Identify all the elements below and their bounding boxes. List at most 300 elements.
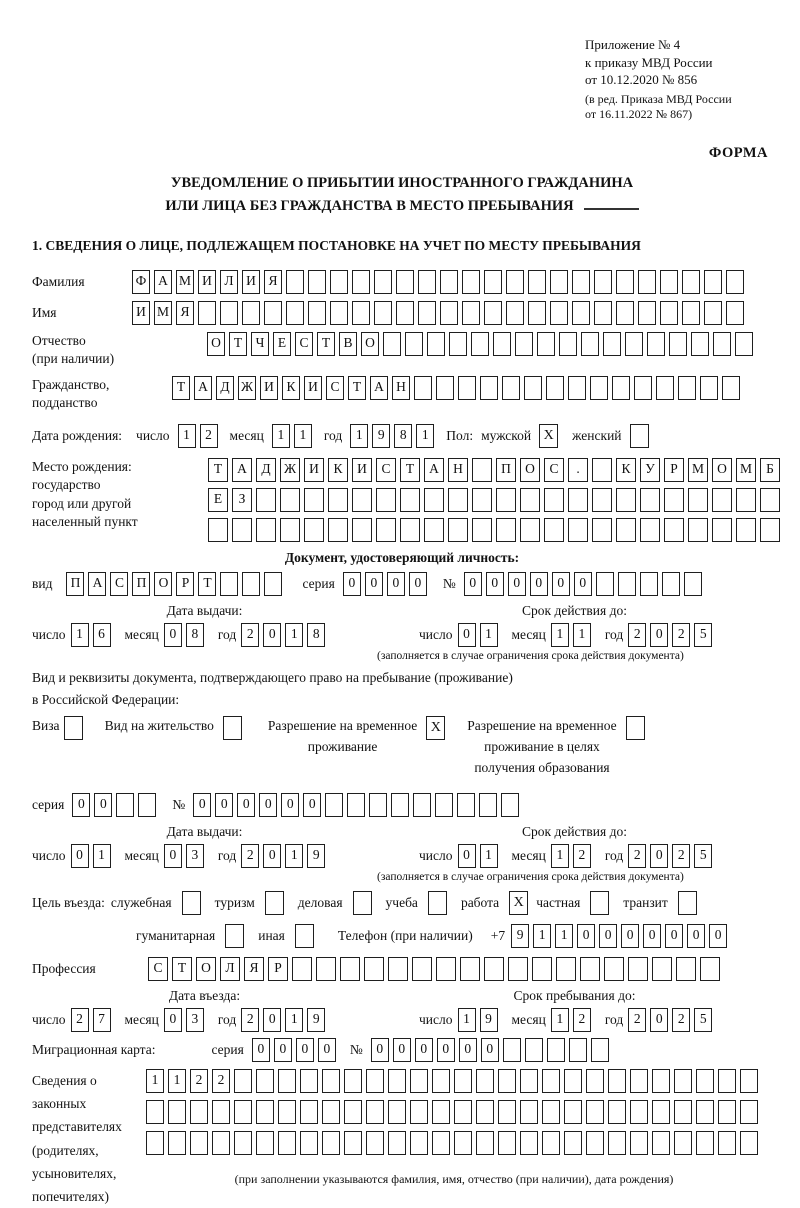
- char-box[interactable]: .: [568, 458, 588, 482]
- visa-checkbox[interactable]: [64, 716, 83, 740]
- char-box[interactable]: С: [544, 458, 564, 482]
- char-box[interactable]: [630, 1131, 648, 1155]
- char-box[interactable]: 9: [307, 844, 325, 868]
- char-box[interactable]: 1: [480, 844, 498, 868]
- char-box[interactable]: [146, 1100, 164, 1124]
- char-box[interactable]: 0: [215, 793, 233, 817]
- char-box[interactable]: [388, 1069, 406, 1093]
- char-box[interactable]: У: [640, 458, 660, 482]
- char-box[interactable]: 2: [672, 844, 690, 868]
- char-box[interactable]: [652, 1069, 670, 1093]
- char-box[interactable]: [344, 1069, 362, 1093]
- char-box[interactable]: [476, 1069, 494, 1093]
- purpose-tourism-checkbox[interactable]: [265, 891, 284, 915]
- char-box[interactable]: [460, 957, 480, 981]
- char-box[interactable]: 9: [372, 424, 390, 448]
- char-box[interactable]: [564, 1100, 582, 1124]
- char-box[interactable]: [634, 376, 652, 400]
- char-box[interactable]: 0: [650, 1008, 668, 1032]
- char-box[interactable]: 1: [178, 424, 196, 448]
- char-box[interactable]: [300, 1131, 318, 1155]
- char-box[interactable]: 0: [599, 924, 617, 948]
- char-box[interactable]: [300, 1069, 318, 1093]
- char-box[interactable]: З: [232, 488, 252, 512]
- char-box[interactable]: И: [242, 270, 260, 294]
- char-box[interactable]: [328, 488, 348, 512]
- char-box[interactable]: [591, 1038, 609, 1062]
- char-box[interactable]: 0: [274, 1038, 292, 1062]
- char-box[interactable]: [462, 301, 480, 325]
- char-box[interactable]: [608, 1069, 626, 1093]
- char-box[interactable]: [547, 1038, 565, 1062]
- char-box[interactable]: [674, 1131, 692, 1155]
- char-box[interactable]: [256, 1131, 274, 1155]
- char-box[interactable]: 1: [168, 1069, 186, 1093]
- char-box[interactable]: [168, 1131, 186, 1155]
- char-box[interactable]: [256, 488, 276, 512]
- char-box[interactable]: [638, 301, 656, 325]
- char-box[interactable]: [278, 1069, 296, 1093]
- char-box[interactable]: [736, 518, 756, 542]
- char-box[interactable]: 2: [71, 1008, 89, 1032]
- char-box[interactable]: 1: [294, 424, 312, 448]
- char-box[interactable]: [472, 458, 492, 482]
- char-box[interactable]: Е: [208, 488, 228, 512]
- char-box[interactable]: 2: [212, 1069, 230, 1093]
- char-box[interactable]: 0: [650, 623, 668, 647]
- char-box[interactable]: [410, 1069, 428, 1093]
- char-box[interactable]: [682, 301, 700, 325]
- char-box[interactable]: [256, 1069, 274, 1093]
- char-box[interactable]: [280, 518, 300, 542]
- char-box[interactable]: [388, 1100, 406, 1124]
- char-box[interactable]: [726, 301, 744, 325]
- char-box[interactable]: 2: [573, 844, 591, 868]
- char-box[interactable]: [369, 793, 387, 817]
- char-box[interactable]: [330, 270, 348, 294]
- char-box[interactable]: [569, 1038, 587, 1062]
- char-box[interactable]: 8: [394, 424, 412, 448]
- purpose-business-checkbox[interactable]: [353, 891, 372, 915]
- char-box[interactable]: И: [304, 458, 324, 482]
- char-box[interactable]: 0: [259, 793, 277, 817]
- char-box[interactable]: 2: [241, 623, 259, 647]
- char-box[interactable]: Т: [172, 957, 192, 981]
- purpose-transit-checkbox[interactable]: [678, 891, 697, 915]
- char-box[interactable]: 1: [350, 424, 368, 448]
- char-box[interactable]: [498, 1100, 516, 1124]
- char-box[interactable]: [292, 957, 312, 981]
- char-box[interactable]: 1: [551, 1008, 569, 1032]
- char-box[interactable]: Н: [392, 376, 410, 400]
- char-box[interactable]: [503, 1038, 521, 1062]
- char-box[interactable]: 0: [481, 1038, 499, 1062]
- char-box[interactable]: Б: [760, 458, 780, 482]
- char-box[interactable]: [484, 301, 502, 325]
- char-box[interactable]: 0: [387, 572, 405, 596]
- char-box[interactable]: [280, 488, 300, 512]
- char-box[interactable]: [413, 793, 431, 817]
- char-box[interactable]: [352, 518, 372, 542]
- char-box[interactable]: [449, 332, 467, 356]
- char-box[interactable]: [664, 518, 684, 542]
- char-box[interactable]: [581, 332, 599, 356]
- char-box[interactable]: [630, 1069, 648, 1093]
- char-box[interactable]: 0: [164, 1008, 182, 1032]
- char-box[interactable]: [688, 518, 708, 542]
- char-box[interactable]: О: [207, 332, 225, 356]
- char-box[interactable]: 3: [186, 844, 204, 868]
- char-box[interactable]: [662, 572, 680, 596]
- char-box[interactable]: [234, 1069, 252, 1093]
- char-box[interactable]: [564, 1131, 582, 1155]
- char-box[interactable]: 9: [307, 1008, 325, 1032]
- char-box[interactable]: [616, 518, 636, 542]
- char-box[interactable]: [608, 1131, 626, 1155]
- char-box[interactable]: 0: [486, 572, 504, 596]
- char-box[interactable]: [603, 332, 621, 356]
- char-box[interactable]: [304, 488, 324, 512]
- char-box[interactable]: М: [176, 270, 194, 294]
- char-box[interactable]: [722, 376, 740, 400]
- char-box[interactable]: [652, 1131, 670, 1155]
- char-box[interactable]: 3: [186, 1008, 204, 1032]
- char-box[interactable]: 1: [285, 844, 303, 868]
- char-box[interactable]: [592, 458, 612, 482]
- char-box[interactable]: [322, 1100, 340, 1124]
- char-box[interactable]: 5: [694, 844, 712, 868]
- char-box[interactable]: С: [326, 376, 344, 400]
- char-box[interactable]: [506, 270, 524, 294]
- purpose-other-checkbox[interactable]: [295, 924, 314, 948]
- char-box[interactable]: Д: [216, 376, 234, 400]
- char-box[interactable]: [256, 1100, 274, 1124]
- char-box[interactable]: [760, 488, 780, 512]
- char-box[interactable]: 0: [371, 1038, 389, 1062]
- char-box[interactable]: 0: [650, 844, 668, 868]
- char-box[interactable]: [330, 301, 348, 325]
- char-box[interactable]: [700, 376, 718, 400]
- char-box[interactable]: 1: [285, 1008, 303, 1032]
- purpose-study-checkbox[interactable]: [428, 891, 447, 915]
- char-box[interactable]: 0: [464, 572, 482, 596]
- char-box[interactable]: Я: [244, 957, 264, 981]
- char-box[interactable]: [352, 301, 370, 325]
- char-box[interactable]: [525, 1038, 543, 1062]
- char-box[interactable]: И: [132, 301, 150, 325]
- char-box[interactable]: [436, 376, 454, 400]
- char-box[interactable]: О: [154, 572, 172, 596]
- char-box[interactable]: [656, 376, 674, 400]
- char-box[interactable]: [286, 270, 304, 294]
- char-box[interactable]: 0: [193, 793, 211, 817]
- char-box[interactable]: Т: [229, 332, 247, 356]
- char-box[interactable]: 0: [643, 924, 661, 948]
- char-box[interactable]: [592, 518, 612, 542]
- char-box[interactable]: Т: [348, 376, 366, 400]
- char-box[interactable]: 0: [94, 793, 112, 817]
- char-box[interactable]: 0: [621, 924, 639, 948]
- char-box[interactable]: 0: [71, 844, 89, 868]
- char-box[interactable]: [542, 1069, 560, 1093]
- char-box[interactable]: [352, 270, 370, 294]
- char-box[interactable]: 2: [190, 1069, 208, 1093]
- char-box[interactable]: [366, 1069, 384, 1093]
- char-box[interactable]: 0: [552, 572, 570, 596]
- char-box[interactable]: [568, 488, 588, 512]
- char-box[interactable]: 9: [480, 1008, 498, 1032]
- char-box[interactable]: [660, 270, 678, 294]
- char-box[interactable]: [212, 1131, 230, 1155]
- char-box[interactable]: [696, 1100, 714, 1124]
- char-box[interactable]: [484, 957, 504, 981]
- char-box[interactable]: М: [688, 458, 708, 482]
- char-box[interactable]: 7: [93, 1008, 111, 1032]
- char-box[interactable]: А: [370, 376, 388, 400]
- char-box[interactable]: [652, 1100, 670, 1124]
- char-box[interactable]: [669, 332, 687, 356]
- char-box[interactable]: П: [132, 572, 150, 596]
- char-box[interactable]: С: [376, 458, 396, 482]
- purpose-humanitarian-checkbox[interactable]: [225, 924, 244, 948]
- char-box[interactable]: [242, 301, 260, 325]
- char-box[interactable]: [596, 572, 614, 596]
- char-box[interactable]: [640, 518, 660, 542]
- char-box[interactable]: [264, 572, 282, 596]
- char-box[interactable]: [476, 1131, 494, 1155]
- char-box[interactable]: [374, 301, 392, 325]
- char-box[interactable]: 5: [694, 623, 712, 647]
- char-box[interactable]: [424, 518, 444, 542]
- char-box[interactable]: [462, 270, 480, 294]
- char-box[interactable]: 2: [241, 1008, 259, 1032]
- char-box[interactable]: [528, 270, 546, 294]
- char-box[interactable]: Р: [176, 572, 194, 596]
- char-box[interactable]: [454, 1100, 472, 1124]
- sex-male-checkbox[interactable]: X: [539, 424, 558, 448]
- purpose-work-checkbox[interactable]: X: [509, 891, 528, 915]
- char-box[interactable]: 1: [551, 844, 569, 868]
- char-box[interactable]: Т: [317, 332, 335, 356]
- char-box[interactable]: [374, 270, 392, 294]
- char-box[interactable]: [682, 270, 700, 294]
- char-box[interactable]: [542, 1100, 560, 1124]
- char-box[interactable]: [520, 1100, 538, 1124]
- char-box[interactable]: [116, 793, 134, 817]
- char-box[interactable]: [366, 1100, 384, 1124]
- char-box[interactable]: [471, 332, 489, 356]
- char-box[interactable]: 0: [687, 924, 705, 948]
- char-box[interactable]: 0: [393, 1038, 411, 1062]
- char-box[interactable]: 0: [237, 793, 255, 817]
- char-box[interactable]: М: [154, 301, 172, 325]
- char-box[interactable]: 6: [93, 623, 111, 647]
- char-box[interactable]: [537, 332, 555, 356]
- char-box[interactable]: [592, 488, 612, 512]
- char-box[interactable]: [440, 301, 458, 325]
- char-box[interactable]: [308, 301, 326, 325]
- char-box[interactable]: 2: [672, 623, 690, 647]
- char-box[interactable]: [524, 376, 542, 400]
- char-box[interactable]: [454, 1131, 472, 1155]
- char-box[interactable]: 2: [672, 1008, 690, 1032]
- char-box[interactable]: С: [110, 572, 128, 596]
- char-box[interactable]: 0: [296, 1038, 314, 1062]
- char-box[interactable]: [740, 1100, 758, 1124]
- char-box[interactable]: [454, 1069, 472, 1093]
- char-box[interactable]: [696, 1069, 714, 1093]
- char-box[interactable]: [594, 270, 612, 294]
- char-box[interactable]: [391, 793, 409, 817]
- char-box[interactable]: [410, 1131, 428, 1155]
- char-box[interactable]: И: [198, 270, 216, 294]
- char-box[interactable]: [586, 1100, 604, 1124]
- char-box[interactable]: [212, 1100, 230, 1124]
- char-box[interactable]: [396, 270, 414, 294]
- char-box[interactable]: 0: [574, 572, 592, 596]
- char-box[interactable]: [418, 270, 436, 294]
- char-box[interactable]: [616, 488, 636, 512]
- char-box[interactable]: [688, 488, 708, 512]
- char-box[interactable]: 2: [200, 424, 218, 448]
- char-box[interactable]: [432, 1069, 450, 1093]
- char-box[interactable]: 1: [480, 623, 498, 647]
- char-box[interactable]: 0: [530, 572, 548, 596]
- char-box[interactable]: [328, 518, 348, 542]
- char-box[interactable]: Л: [220, 957, 240, 981]
- char-box[interactable]: 0: [343, 572, 361, 596]
- char-box[interactable]: [427, 332, 445, 356]
- char-box[interactable]: О: [196, 957, 216, 981]
- char-box[interactable]: 1: [555, 924, 573, 948]
- char-box[interactable]: 1: [551, 623, 569, 647]
- char-box[interactable]: 0: [263, 1008, 281, 1032]
- char-box[interactable]: [616, 270, 634, 294]
- char-box[interactable]: [618, 572, 636, 596]
- char-box[interactable]: К: [616, 458, 636, 482]
- char-box[interactable]: [608, 1100, 626, 1124]
- char-box[interactable]: [383, 332, 401, 356]
- char-box[interactable]: П: [66, 572, 84, 596]
- char-box[interactable]: [493, 332, 511, 356]
- char-box[interactable]: А: [232, 458, 252, 482]
- char-box[interactable]: 1: [71, 623, 89, 647]
- char-box[interactable]: 0: [409, 572, 427, 596]
- char-box[interactable]: [340, 957, 360, 981]
- char-box[interactable]: 0: [458, 844, 476, 868]
- char-box[interactable]: [532, 957, 552, 981]
- char-box[interactable]: [138, 793, 156, 817]
- char-box[interactable]: [300, 1100, 318, 1124]
- char-box[interactable]: 1: [533, 924, 551, 948]
- char-box[interactable]: [740, 1069, 758, 1093]
- char-box[interactable]: [352, 488, 372, 512]
- char-box[interactable]: И: [304, 376, 322, 400]
- char-box[interactable]: [414, 376, 432, 400]
- char-box[interactable]: 0: [577, 924, 595, 948]
- char-box[interactable]: 0: [318, 1038, 336, 1062]
- char-box[interactable]: [220, 572, 238, 596]
- char-box[interactable]: Л: [220, 270, 238, 294]
- char-box[interactable]: [590, 376, 608, 400]
- char-box[interactable]: [344, 1100, 362, 1124]
- char-box[interactable]: [448, 488, 468, 512]
- char-box[interactable]: [546, 376, 564, 400]
- char-box[interactable]: [308, 270, 326, 294]
- char-box[interactable]: [684, 572, 702, 596]
- char-box[interactable]: К: [282, 376, 300, 400]
- char-box[interactable]: 0: [365, 572, 383, 596]
- char-box[interactable]: [496, 488, 516, 512]
- char-box[interactable]: Т: [172, 376, 190, 400]
- char-box[interactable]: 0: [263, 623, 281, 647]
- char-box[interactable]: [484, 270, 502, 294]
- char-box[interactable]: [712, 518, 732, 542]
- char-box[interactable]: 8: [186, 623, 204, 647]
- char-box[interactable]: [674, 1100, 692, 1124]
- char-box[interactable]: [652, 957, 672, 981]
- char-box[interactable]: 2: [241, 844, 259, 868]
- char-box[interactable]: [278, 1100, 296, 1124]
- char-box[interactable]: [718, 1131, 736, 1155]
- char-box[interactable]: [436, 957, 456, 981]
- edu-permit-checkbox[interactable]: [626, 716, 645, 740]
- char-box[interactable]: [476, 1100, 494, 1124]
- char-box[interactable]: [480, 376, 498, 400]
- char-box[interactable]: [220, 301, 238, 325]
- char-box[interactable]: Д: [256, 458, 276, 482]
- char-box[interactable]: [664, 488, 684, 512]
- char-box[interactable]: [625, 332, 643, 356]
- char-box[interactable]: М: [736, 458, 756, 482]
- char-box[interactable]: [520, 1069, 538, 1093]
- char-box[interactable]: [550, 270, 568, 294]
- char-box[interactable]: [376, 488, 396, 512]
- char-box[interactable]: [344, 1131, 362, 1155]
- char-box[interactable]: [198, 301, 216, 325]
- char-box[interactable]: Т: [400, 458, 420, 482]
- char-box[interactable]: В: [339, 332, 357, 356]
- purpose-official-checkbox[interactable]: [182, 891, 201, 915]
- char-box[interactable]: [580, 957, 600, 981]
- char-box[interactable]: [660, 301, 678, 325]
- char-box[interactable]: [544, 488, 564, 512]
- char-box[interactable]: 2: [573, 1008, 591, 1032]
- char-box[interactable]: [718, 1100, 736, 1124]
- char-box[interactable]: А: [88, 572, 106, 596]
- char-box[interactable]: [696, 1131, 714, 1155]
- char-box[interactable]: 5: [694, 1008, 712, 1032]
- temp-permit-checkbox[interactable]: X: [426, 716, 445, 740]
- char-box[interactable]: [498, 1069, 516, 1093]
- char-box[interactable]: [740, 1131, 758, 1155]
- char-box[interactable]: [572, 270, 590, 294]
- char-box[interactable]: [556, 957, 576, 981]
- char-box[interactable]: Ф: [132, 270, 150, 294]
- char-box[interactable]: И: [352, 458, 372, 482]
- char-box[interactable]: [190, 1100, 208, 1124]
- char-box[interactable]: О: [712, 458, 732, 482]
- char-box[interactable]: [208, 518, 228, 542]
- char-box[interactable]: [472, 518, 492, 542]
- char-box[interactable]: [322, 1131, 340, 1155]
- char-box[interactable]: С: [295, 332, 313, 356]
- residence-permit-checkbox[interactable]: [223, 716, 242, 740]
- char-box[interactable]: [678, 376, 696, 400]
- char-box[interactable]: [146, 1131, 164, 1155]
- char-box[interactable]: [396, 301, 414, 325]
- char-box[interactable]: [366, 1131, 384, 1155]
